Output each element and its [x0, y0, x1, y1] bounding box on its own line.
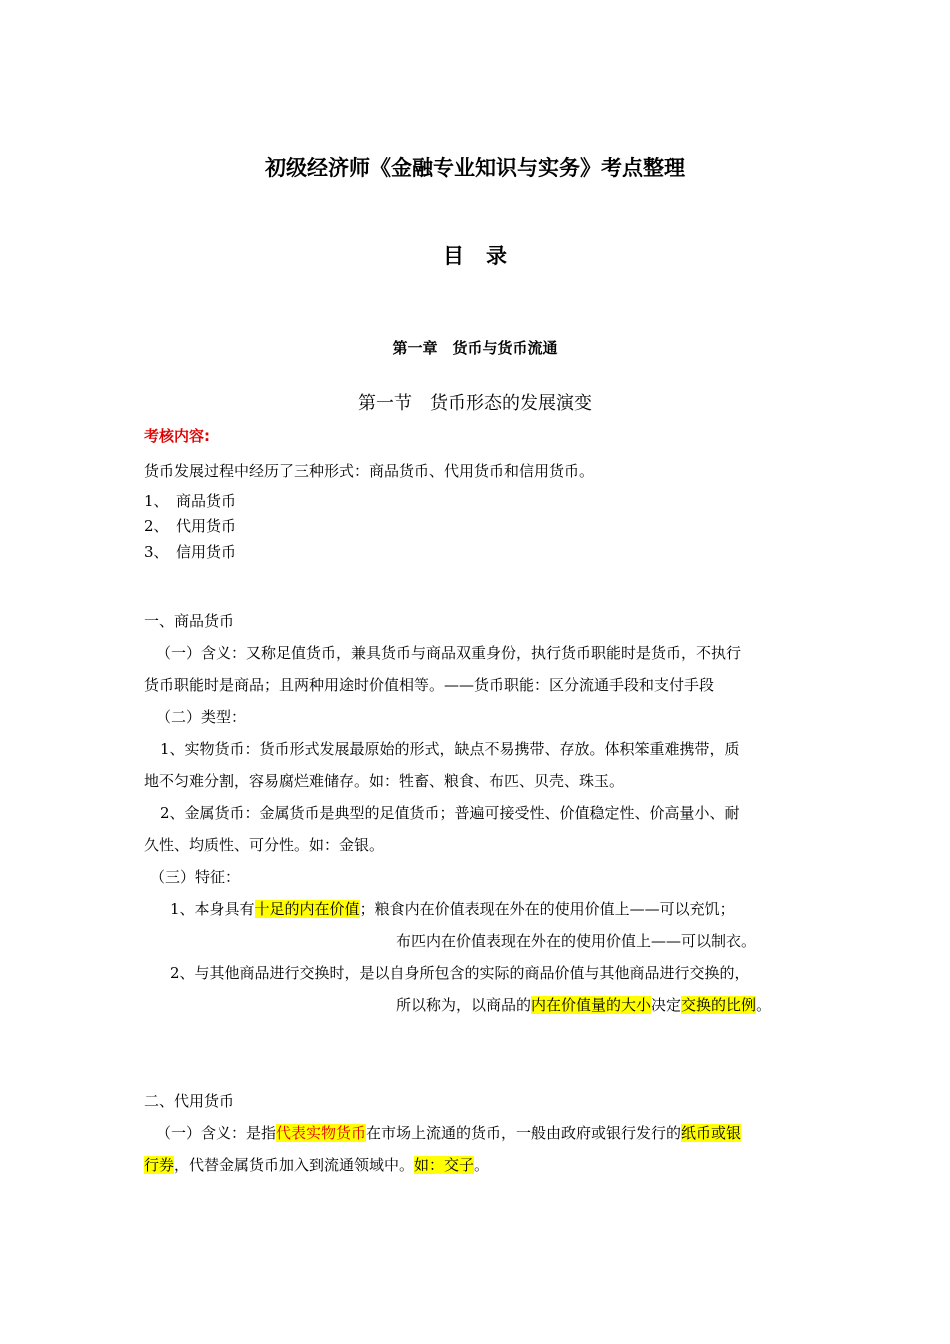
feature-2-line: 2、与其他商品进行交换时，是以自身所包含的实际的商品价值与其他商品进行交换的，	[170, 964, 750, 982]
text-run: 。	[756, 996, 772, 1014]
type-2-line: 2、金属货币：金属货币是典型的足值货币；普遍可接受性、价值稳定性、价高量小、耐	[160, 804, 740, 822]
toc-heading: 目录	[443, 244, 529, 268]
text-run: 所以称为，以商品的	[396, 996, 532, 1014]
highlight: 交换的比例	[681, 996, 757, 1014]
highlight: 十足的内在价值	[254, 900, 360, 918]
feature-1-line: 布匹内在价值表现在外在的使用价值上——可以制衣。	[396, 932, 757, 950]
section-2-heading: 二、代用货币	[144, 1092, 235, 1110]
highlight: 纸币或银	[681, 1124, 742, 1142]
highlight-red: 代表实物货币	[276, 1124, 367, 1142]
types-heading: （二）类型：	[156, 708, 247, 726]
feature-1-line	[170, 898, 735, 919]
text-run: 决定	[651, 996, 682, 1014]
text-run: 。	[474, 1156, 490, 1174]
section-1-heading: 一、商品货币	[144, 612, 235, 630]
definition-line: 货币职能时是商品；且两种用途时价值相等。——货币职能：区分流通手段和支付手段	[144, 676, 715, 694]
features-heading: （三）特征：	[150, 868, 241, 886]
text-run: 在市场上流通的货币，一般由政府或银行发行的	[366, 1124, 682, 1142]
list-item: 1、 商品货币	[144, 492, 237, 510]
exam-content-label: 考核内容:	[144, 427, 210, 445]
section-heading: 第一节 货币形态的发展演变	[358, 393, 592, 414]
list-item: 3、 信用货币	[144, 543, 237, 561]
type-1-line: 地不匀难分割，容易腐烂难储存。如：牲畜、粮食、布匹、贝壳、珠玉。	[144, 772, 625, 790]
text-run: （一）含义：是指	[156, 1124, 277, 1142]
type-2-line: 久性、均质性、可分性。如：金银。	[144, 836, 385, 854]
list-item: 2、 代用货币	[144, 517, 237, 535]
definition-line	[156, 1122, 741, 1143]
document-title: 初级经济师《金融专业知识与实务》考点整理	[265, 156, 685, 180]
text-run: ，代替金属货币加入到流通领域中。	[174, 1156, 415, 1174]
definition-line	[144, 1154, 489, 1175]
intro-paragraph: 货币发展过程中经历了三种形式：商品货币、代用货币和信用货币。	[144, 462, 595, 480]
highlight: 如：交子	[414, 1156, 475, 1174]
highlight: 行券	[144, 1156, 175, 1174]
text-run: ；粮食内在价值表现在外在的使用价值上——可以充饥；	[359, 900, 735, 918]
highlight: 内在价值量的大小	[531, 996, 652, 1014]
text-run: 1、本身具有	[170, 900, 255, 918]
definition-line: （一）含义：又称足值货币，兼具货币与商品双重身份，执行货币职能时是货币，不执行	[156, 644, 742, 662]
type-1-line: 1、实物货币：货币形式发展最原始的形式，缺点不易携带、存放。体积笨重难携带，质	[160, 740, 740, 758]
feature-2-line	[396, 994, 771, 1015]
chapter-heading: 第一章 货币与货币流通	[392, 339, 558, 357]
